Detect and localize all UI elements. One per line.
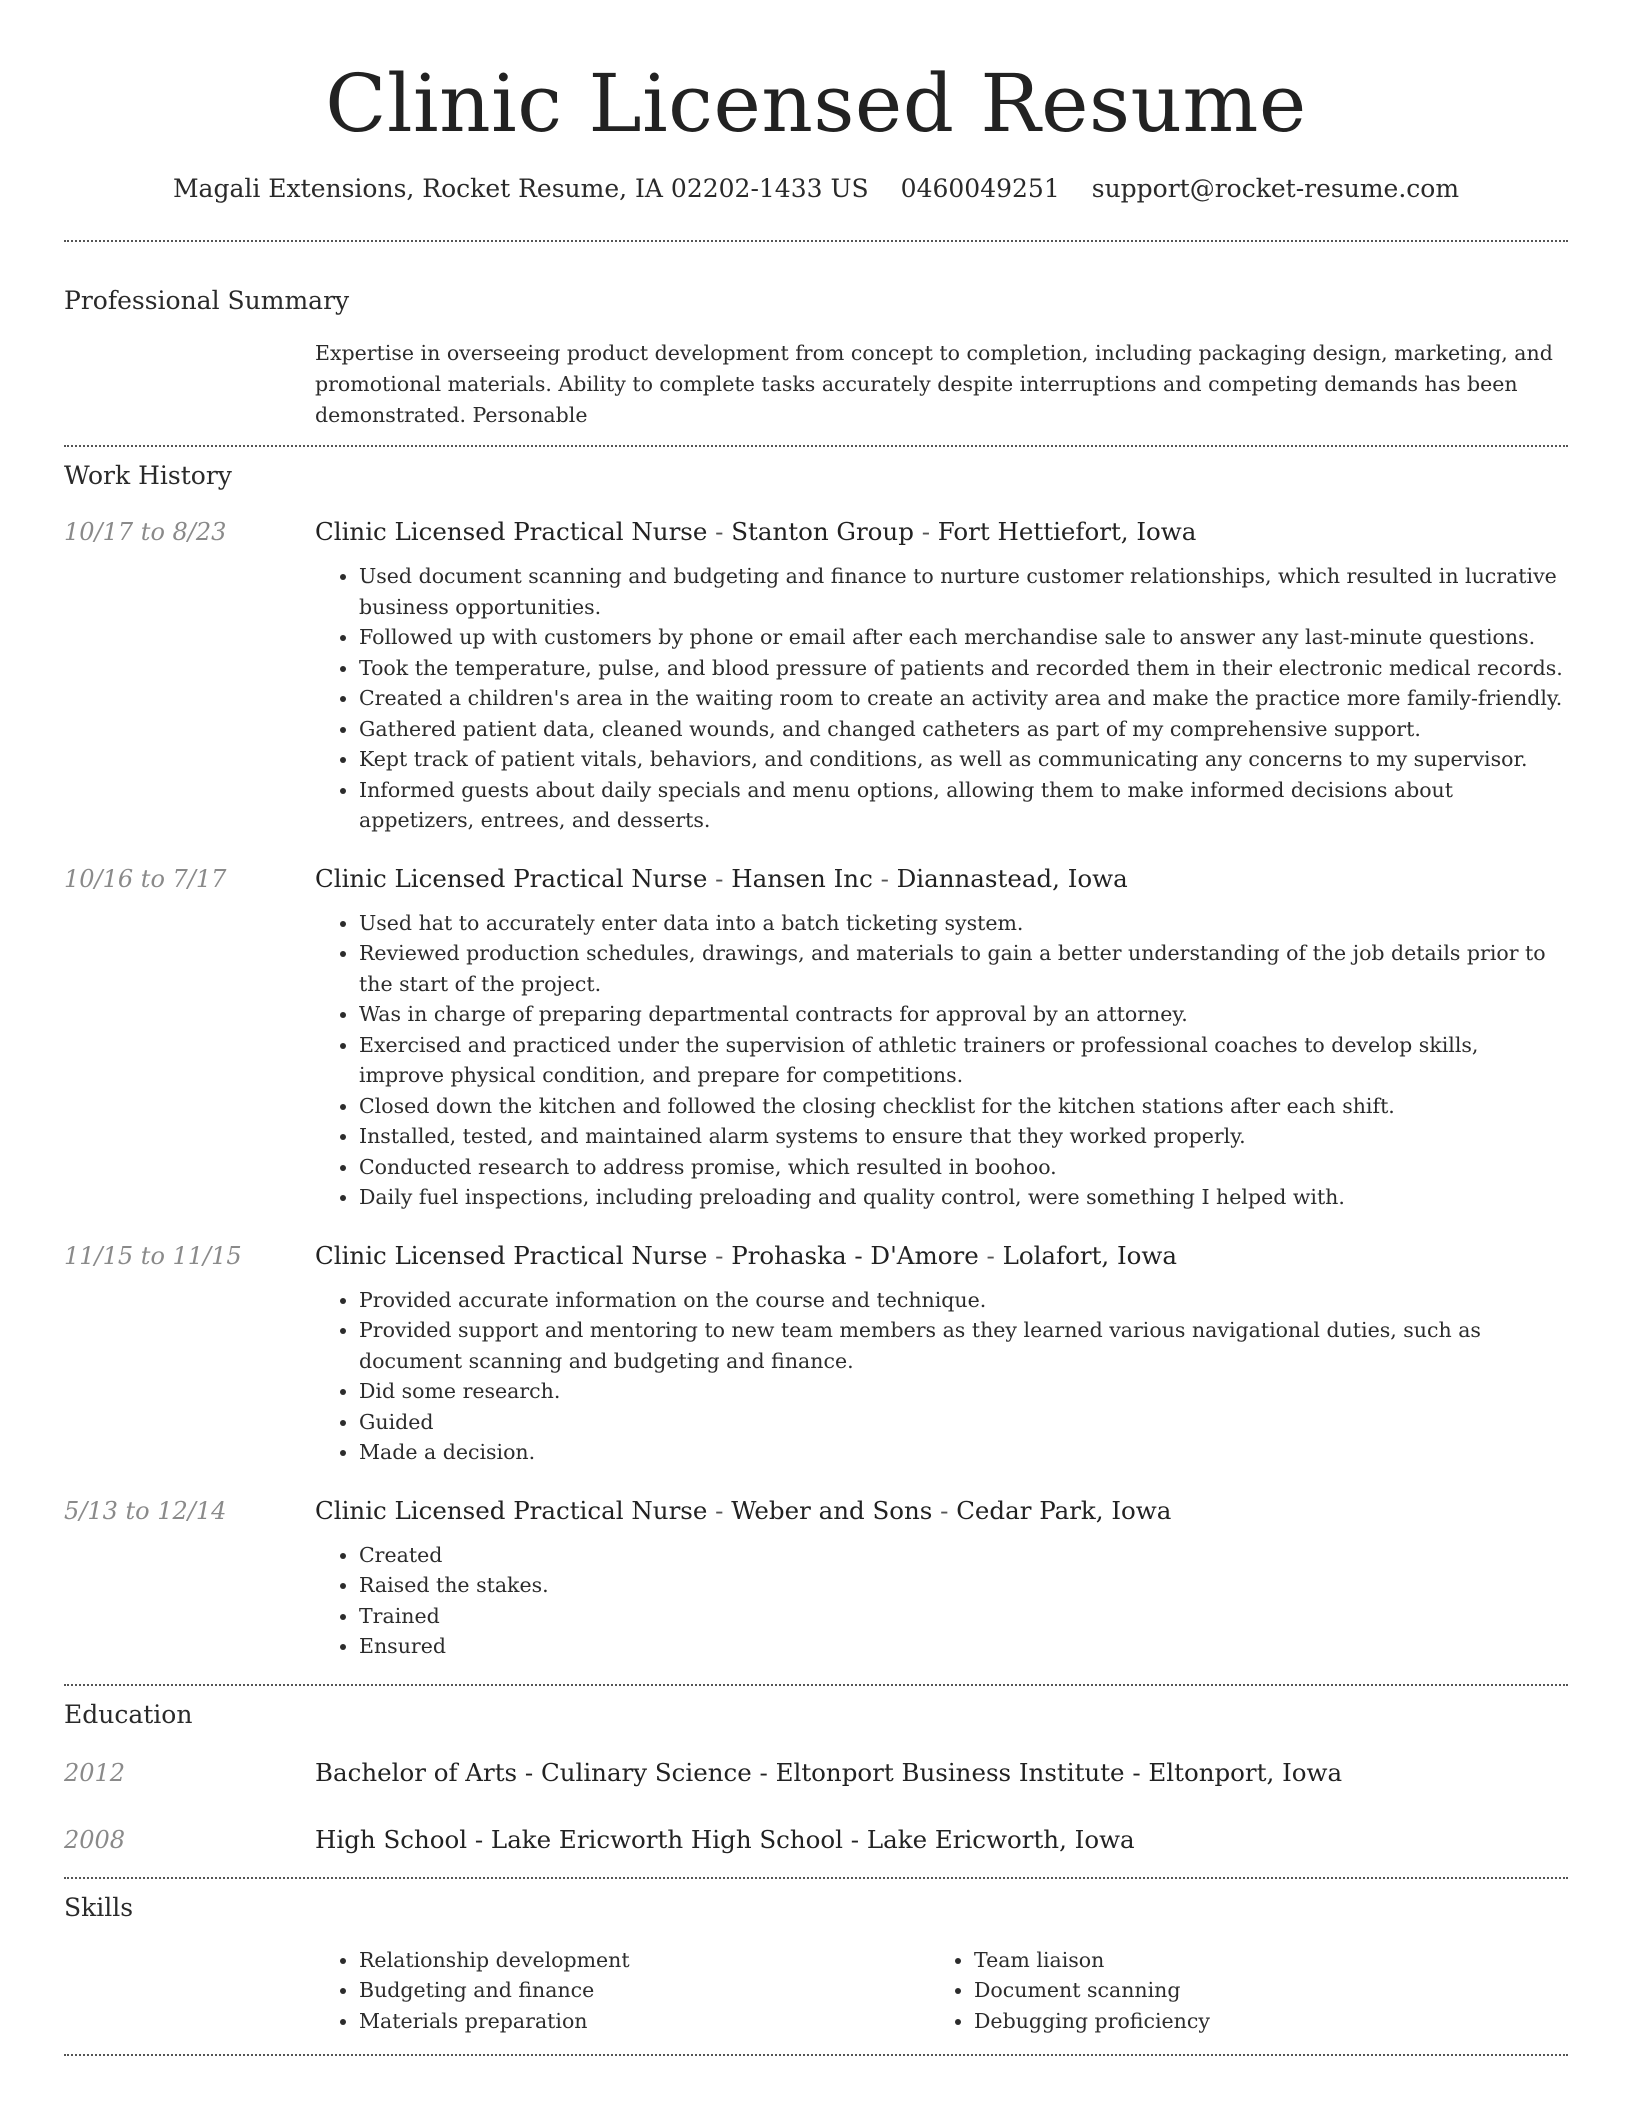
divider xyxy=(64,2054,1568,2056)
bullet-item: • Gathered patient data, cleaned wounds, and changed catheters as part of my comprehensive support. xyxy=(359,714,1568,745)
job-location: Cedar Park, Iowa xyxy=(956,1495,1172,1525)
education-entry xyxy=(64,1756,1568,1790)
bullet-item: • Ensured xyxy=(359,1631,1568,1662)
bullet-item: • Took the temperature, pulse, and blood pressure of patients and recorded them in their electronic medical records. xyxy=(359,653,1568,684)
bullet-item: • Trained xyxy=(359,1601,1568,1632)
job-title: Clinic Licensed Practical Nurse xyxy=(315,1240,708,1270)
education-year: 2008 xyxy=(64,1825,126,1854)
skill-item: • Debugging proficiency xyxy=(974,2006,1545,2037)
job-heading: Clinic Licensed Practical Nurse - Hansen Inc - Diannastead, Iowa xyxy=(315,863,1128,893)
resume-title: Clinic Licensed Resume xyxy=(325,57,1307,150)
summary-heading: Professional Summary xyxy=(64,286,350,315)
job-dates: 10/16 to 7/17 xyxy=(64,864,227,893)
job-heading: Clinic Licensed Practical Nurse - Stanton Group - Fort Hettiefort, Iowa xyxy=(315,517,1197,546)
job-title: Clinic Licensed Practical Nurse xyxy=(315,1495,708,1525)
job-bullets xyxy=(315,561,1568,836)
skill-item: • Budgeting and finance xyxy=(359,1975,930,2006)
bullet-item: • Created xyxy=(359,1540,1568,1571)
job-location: Lolafort, Iowa xyxy=(1002,1240,1177,1270)
job-title: Clinic Licensed Practical Nurse xyxy=(315,517,708,546)
job-dates: 5/13 to 12/14 xyxy=(64,1496,227,1525)
skill-item: • Team liaison xyxy=(974,1945,1545,1976)
job-company: Hansen Inc xyxy=(731,863,873,893)
job-heading: Clinic Licensed Practical Nurse - Weber and Sons - Cedar Park, Iowa xyxy=(315,1495,1172,1525)
summary-text: Expertise in overseeing product development from concept to completion, including packaging design, marketing, and promotional materials. Ability to complete tasks accurately despite interruptions and competing demands has been demonstrated. Personable xyxy=(315,341,1553,427)
work-history-section xyxy=(64,447,1568,1684)
bullet-item: • Daily fuel inspections, including preloading and quality control, were something I helped with. xyxy=(359,1182,1568,1213)
bullet-item: • Was in charge of preparing departmental contracts for approval by an attorney. xyxy=(359,999,1568,1030)
summary-section xyxy=(64,284,1568,445)
education-year: 2012 xyxy=(64,1758,126,1787)
job-dates: 10/17 to 8/23 xyxy=(64,518,227,546)
education-text: High School - Lake Ericworth High School - Lake Ericworth, Iowa xyxy=(315,1824,1135,1854)
bullet-item: • Provided support and mentoring to new team members as they learned various navigational duties, such as document scanning and budgeting and finance. xyxy=(359,1315,1568,1376)
job-dates: 11/15 to 11/15 xyxy=(64,1241,242,1270)
bullet-item: • Guided xyxy=(359,1407,1568,1438)
job-location: Diannastead, Iowa xyxy=(896,863,1128,893)
bullet-item: • Followed up with customers by phone or email after each merchandise sale to answer any last-minute questions. xyxy=(359,622,1568,653)
job-entry xyxy=(64,1494,1568,1662)
skill-item: • Relationship development xyxy=(359,1945,930,1976)
job-bullets xyxy=(315,1540,1568,1662)
contact-phone: 0460049251 xyxy=(900,174,1060,203)
education-entry xyxy=(64,1823,1568,1857)
bullet-item: • Conducted research to address promise, which resulted in boohoo. xyxy=(359,1152,1568,1183)
bullet-item: • Used hat to accurately enter data into a batch ticketing system. xyxy=(359,908,1568,939)
job-entry xyxy=(64,862,1568,1213)
bullet-item: • Kept track of patient vitals, behaviors, and conditions, as well as communicating any concerns to my supervisor. xyxy=(359,744,1568,775)
bullet-item: • Reviewed production schedules, drawings, and materials to gain a better understanding of the job details prior to the start of the project. xyxy=(359,938,1568,999)
bullet-item: • Used document scanning and budgeting and finance to nurture customer relationships, which resulted in lucrative business opportunities. xyxy=(359,561,1568,622)
resume-page xyxy=(64,0,1568,2056)
bullet-item: • Created a children's area in the waiting room to create an activity area and make the practice more family-friendly. xyxy=(359,683,1568,714)
job-bullets xyxy=(315,908,1568,1213)
education-section xyxy=(64,1686,1568,1877)
skill-item: • Materials preparation xyxy=(359,2006,930,2037)
bullet-item: • Installed, tested, and maintained alarm systems to ensure that they worked properly. xyxy=(359,1121,1568,1152)
bullet-item: • Closed down the kitchen and followed the closing checklist for the kitchen stations after each shift. xyxy=(359,1091,1568,1122)
work-history-heading: Work History xyxy=(64,461,232,490)
job-title: Clinic Licensed Practical Nurse xyxy=(315,863,708,893)
contact-address: Magali Extensions, Rocket Resume, IA 02202-1433 US xyxy=(172,174,869,203)
job-company: Weber and Sons xyxy=(731,1495,933,1525)
bullet-item: • Exercised and practiced under the supervision of athletic trainers or professional coaches to develop skills, improve physical condition, and prepare for competitions. xyxy=(359,1030,1568,1091)
job-company: Prohaska - D'Amore xyxy=(731,1240,979,1270)
skills-section xyxy=(64,1879,1568,2055)
divider xyxy=(64,240,1568,242)
job-bullets xyxy=(315,1285,1568,1468)
bullet-item: • Made a decision. xyxy=(359,1437,1568,1468)
bullet-item: • Did some research. xyxy=(359,1376,1568,1407)
bullet-item: • Informed guests about daily specials and menu options, allowing them to make informed decisions about appetizers, entrees, and desserts. xyxy=(359,775,1568,836)
skills-column-left xyxy=(315,1945,930,2037)
contact-email[interactable]: support@rocket-resume.com xyxy=(1091,174,1460,203)
skills-heading: Skills xyxy=(64,1892,134,1922)
job-company: Stanton Group xyxy=(731,517,914,546)
job-location: Fort Hettiefort, Iowa xyxy=(937,517,1197,546)
skill-item: • Document scanning xyxy=(974,1975,1545,2006)
education-text: Bachelor of Arts - Culinary Science - Eltonport Business Institute - Eltonport, Iowa xyxy=(315,1757,1343,1787)
job-entry xyxy=(64,1239,1568,1468)
skills-column-right xyxy=(930,1945,1545,2037)
job-entry xyxy=(64,515,1568,836)
bullet-item: • Raised the stakes. xyxy=(359,1570,1568,1601)
contact-line xyxy=(64,172,1568,206)
job-heading: Clinic Licensed Practical Nurse - Prohaska - D'Amore - Lolafort, Iowa xyxy=(315,1240,1177,1270)
skills-grid xyxy=(315,1945,1568,2055)
bullet-item: • Provided accurate information on the course and technique. xyxy=(359,1285,1568,1316)
education-heading: Education xyxy=(64,1699,193,1729)
